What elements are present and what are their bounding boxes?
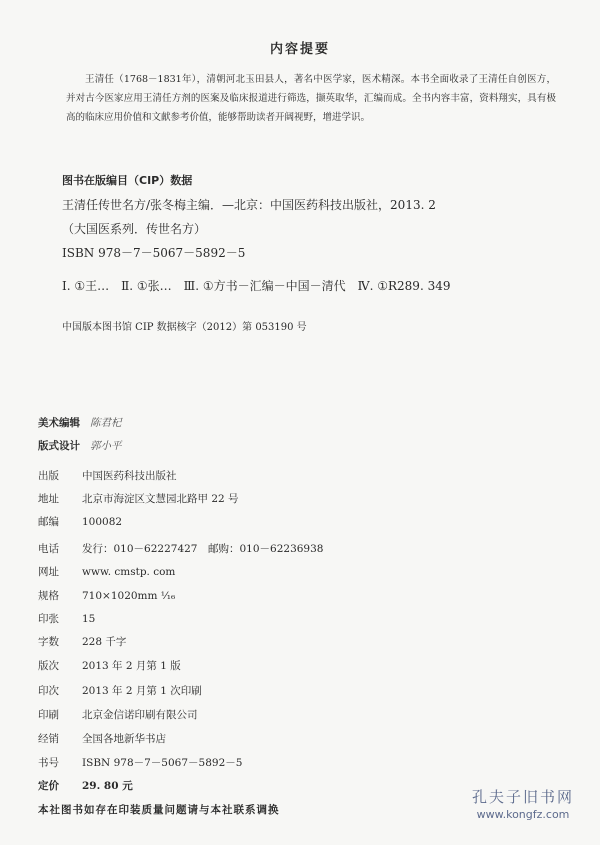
info-row: 邮编 100082 <box>38 516 123 528</box>
info-row: 印次 2013 年 2 月第 1 次印刷 <box>38 685 202 697</box>
cip-line-isbn: ISBN 978－7－5067－5892－5 <box>62 246 246 260</box>
info-row: 网址 www. cmstp. com <box>38 566 176 578</box>
footer-note: 本社图书如存在印装质量问题请与本社联系调换 <box>38 804 280 816</box>
staff-layout-design: 版式设计 郭小平 <box>38 440 122 452</box>
info-row: 出版 中国医药科技出版社 <box>38 470 177 482</box>
watermark-text: 孔夫子旧书网 <box>471 788 574 806</box>
watermark <box>458 786 588 821</box>
info-row: 书号 ISBN 978－7－5067－5892－5 <box>38 757 243 769</box>
cip-line-title: 王清任传世名方/张冬梅主编．—北京：中国医药科技出版社，2013. 2 <box>62 198 436 212</box>
info-row: 字数 228 千字 <box>38 636 127 648</box>
info-row: 经销 全国各地新华书店 <box>38 733 166 745</box>
info-row: 电话 发行：010－62227427 邮购：010－62236938 <box>38 543 324 555</box>
info-row: 版次 2013 年 2 月第 1 版 <box>38 660 181 672</box>
info-row: 规格 710×1020mm ¹⁄₁₆ <box>38 590 176 602</box>
info-row-price: 定价 29. 80 元 <box>38 780 133 792</box>
watermark-url: www.kongfz.com <box>476 808 570 821</box>
info-row: 印张 15 <box>38 613 96 625</box>
cip-heading: 图书在版编目（CIP）数据 <box>62 174 193 187</box>
summary-body: 王清任（1768－1831年），清朝河北玉田县人，著名中医学家，医术精深。本书全面收录了王清任自创医方，并对古今医家应用王清任方剂的医案及临床报道进行筛选，撷英取华，汇编而成。全书内容丰富，资料翔实，具有极高的临床应用价值和文献参考价值，能够帮助读者开阔视野，增进学识。 <box>66 74 556 123</box>
staff-art-editor: 美术编辑 陈君杞 <box>38 417 122 429</box>
cip-line-number: 中国版本图书馆 CIP 数据核字（2012）第 053190 号 <box>62 322 307 333</box>
info-row: 地址 北京市海淀区文慧园北路甲 22 号 <box>38 493 239 505</box>
cip-line-series: （大国医系列．传世名方） <box>62 222 207 236</box>
cip-line-classification: Ⅰ. ①王… Ⅱ. ①张… Ⅲ. ①方书－汇编－中国－清代 Ⅳ. ①R289. 349 <box>62 279 451 293</box>
info-row: 印刷 北京金信诺印刷有限公司 <box>38 709 198 721</box>
summary-title: 内容提要 <box>269 42 330 57</box>
